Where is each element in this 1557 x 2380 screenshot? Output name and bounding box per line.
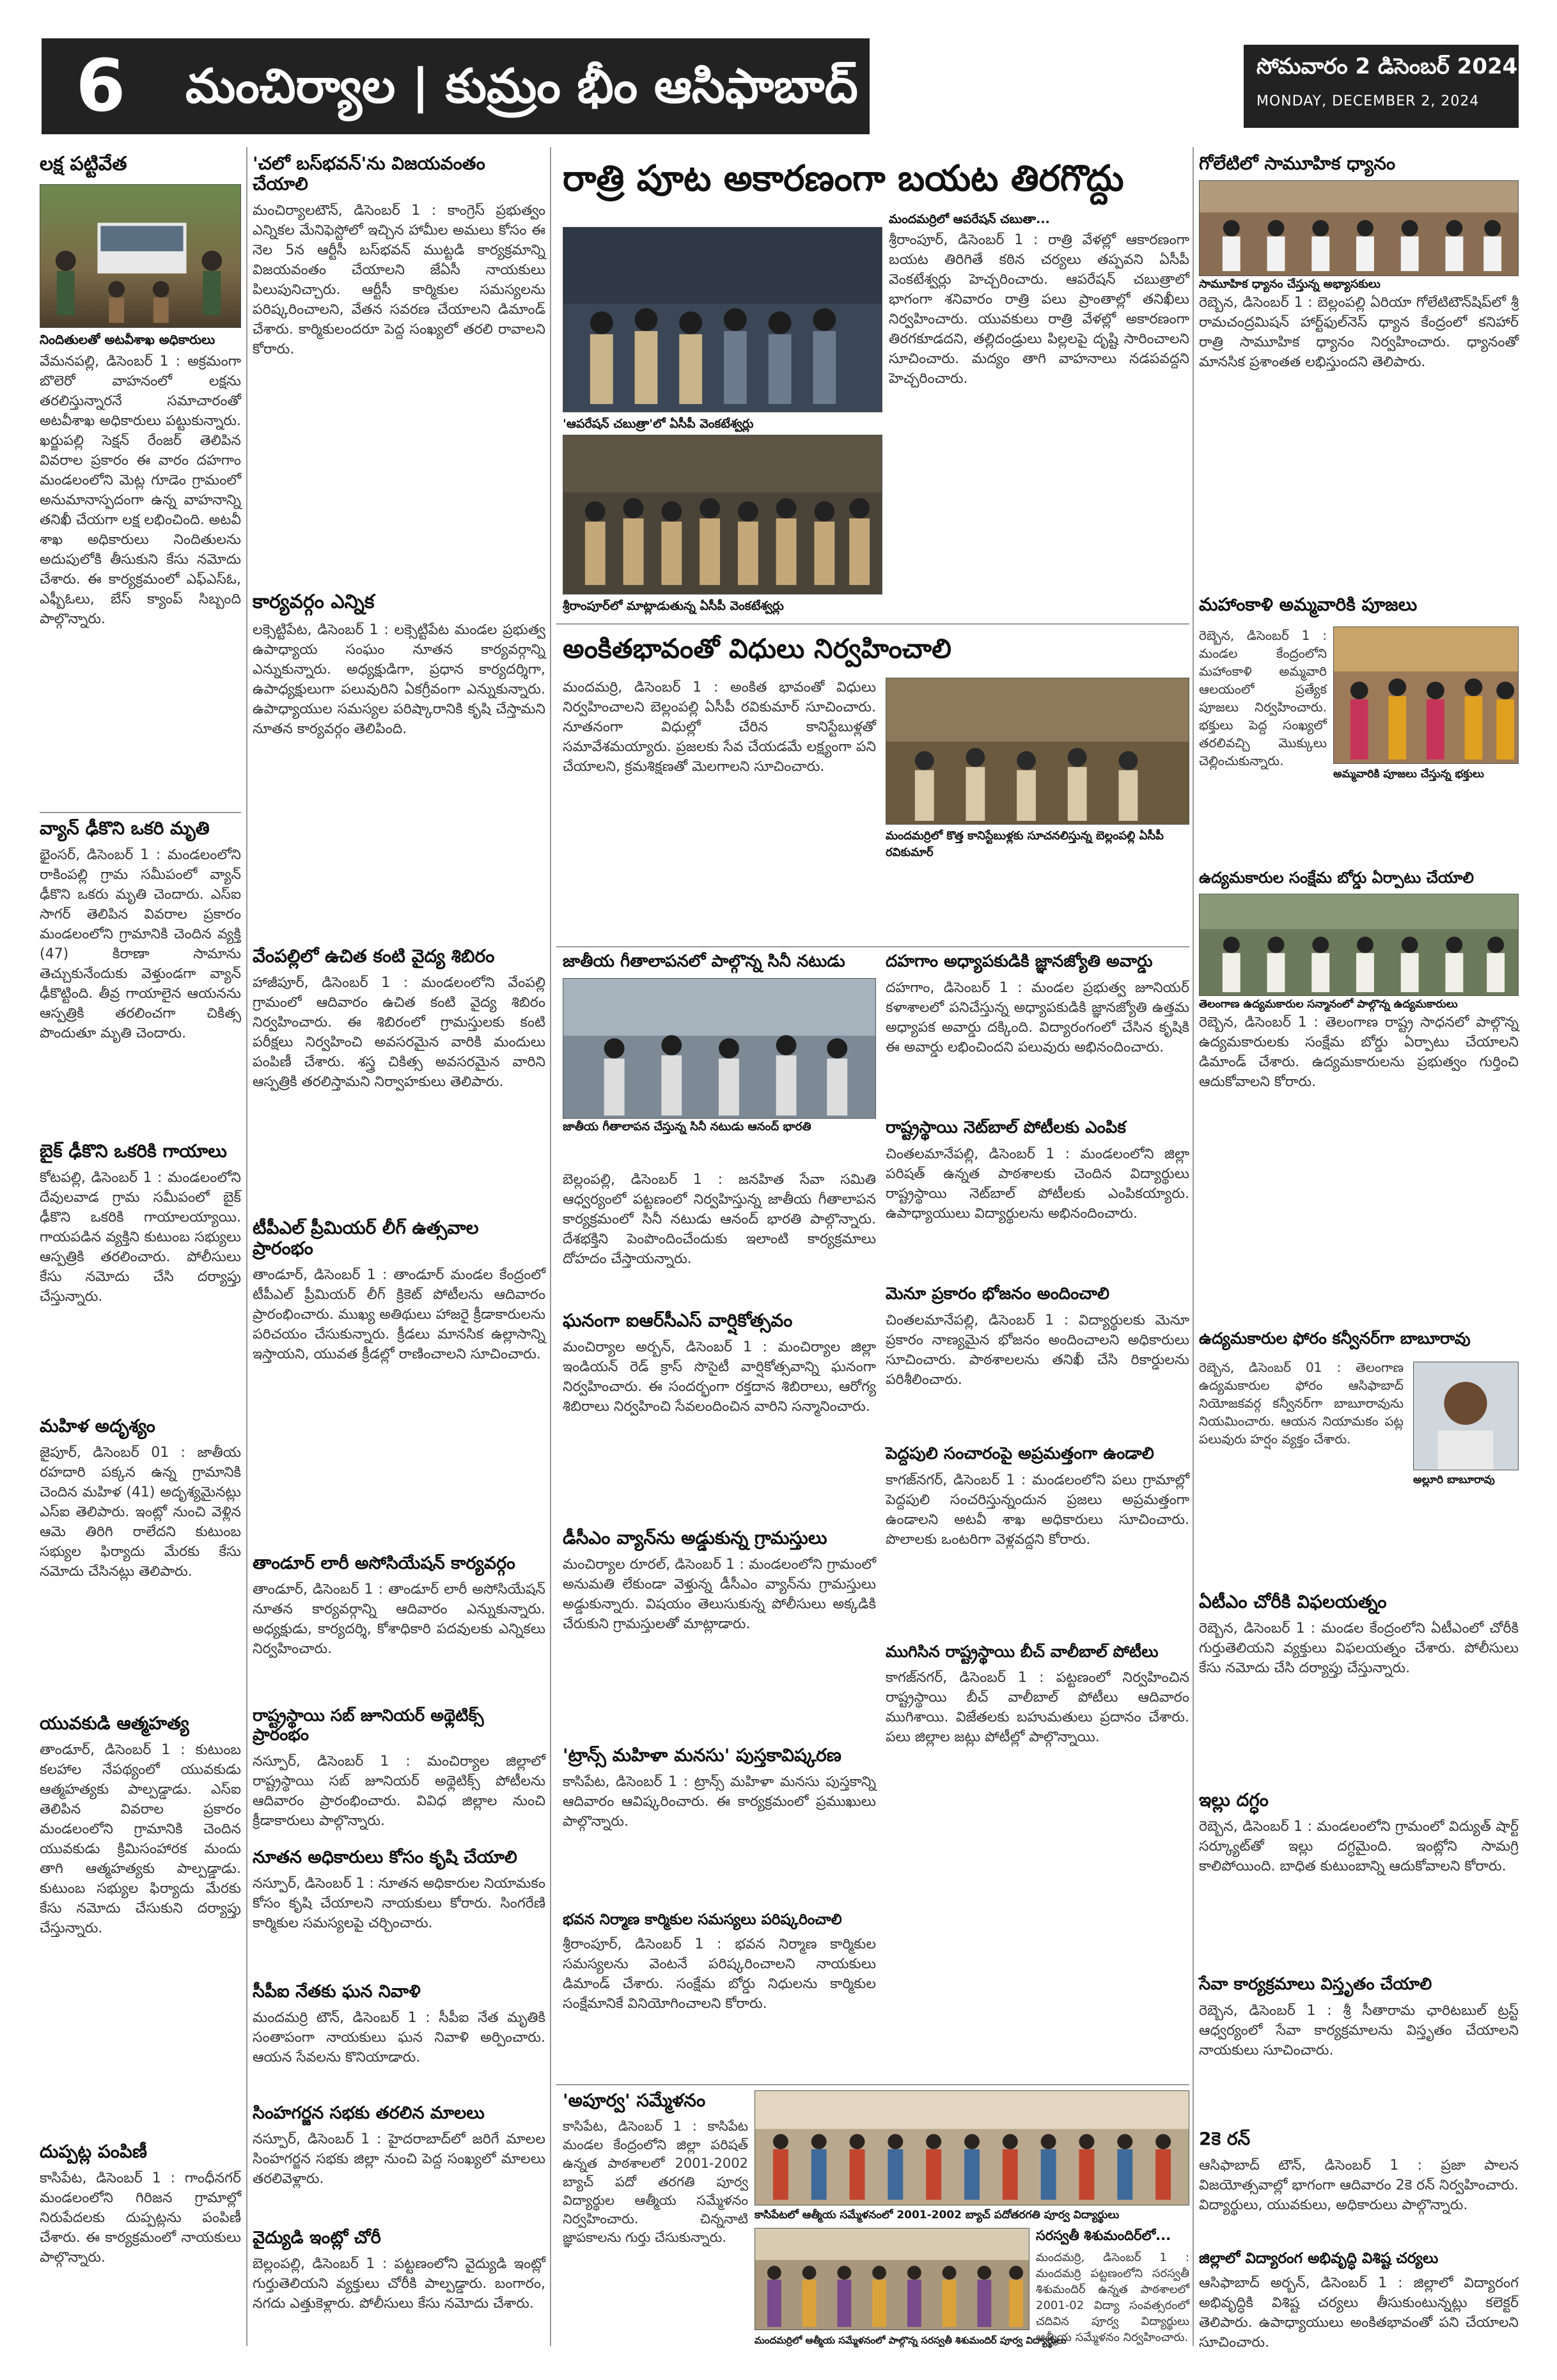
- article-body: ఆసిఫాబాద్ టౌన్, డిసెంబర్ 1 : ప్రజా పాలన విజయోత్సవాల్లో భాగంగా ఆదివారం 2కె రన్ నిర్వహించారు. విద్యార్థులు, యువకులు, అధికారులు పాల్గొన్నారు.: [1199, 2158, 1519, 2214]
- photo-devotees: [1333, 626, 1519, 764]
- article-body: కాసిపేట, డిసెంబర్ 1 : కాసిపేట మండల కేంద్రంలోని జిల్లా పరిషత్ ఉన్నత పాఠశాలలో 2001-2002 బ్యాచ్ పదో తరగతి పూర్వ విద్యార్థుల ఆత్మీయ సమ్మేళనం నిర్వహించారు. చిన్ననాటి జ్ఞాపకాలను గుర్తు చేసుకున్నారు.: [563, 2119, 748, 2246]
- article-saraswati-shishumandir: [1036, 2228, 1189, 2349]
- article-menu-meals: [886, 1285, 1189, 1438]
- headline: జాతీయ గీతాలాపనలో పాల్గొన్న సినీ నటుడు: [563, 952, 845, 971]
- article-eye-camp: [253, 946, 545, 1208]
- article-body: జైపూర్, డిసెంబర్ 01 : జాతీయ రహదారి పక్కన ఉన్న గ్రామానికి చెందిన మహిళ (41) అదృశ్యమైనట్లు ఎస్ఐ తెలిపారు. ఇంట్లో నుంచి వెళ్లిన ఆమె తిరిగి రాలేదని కుటుంబ సభ్యుల ఫిర్యాదు మేరకు కేసు నమోదు చేసినట్లు తెలిపారు.: [40, 1445, 241, 1580]
- article-mahankali-puja: [1199, 595, 1519, 863]
- photo-caption: కాసిపేటలో ఆత్మీయ సమ్మేళనంలో 2001-2002 బ్యాచ్ పదోతరగతి పూర్వ విద్యార్థులు: [755, 2209, 1120, 2221]
- article-construction-workers: [563, 1911, 876, 2078]
- headline: టీపీఎల్ ప్రీమియర్ లీగ్ ఉత్సవాల ప్రారంభం: [253, 1217, 479, 1259]
- photo-caption: సామూహిక ధ్యానం చేస్తున్న అభ్యాసకులు: [1199, 277, 1381, 292]
- column-3: [556, 153, 1189, 2353]
- headline: ఏటీఎం చోరీకి విఫలయత్నం: [1199, 1591, 1387, 1612]
- divider: [556, 946, 1189, 947]
- article-netball: [886, 1119, 1189, 1279]
- article-van-accident: [40, 818, 241, 1132]
- article-body: కాగజ్‌నగర్, డిసెంబర్ 1 : పట్టణంలో నిర్వహించిన రాష్ట్రస్థాయి బీచ్ వాలీబాల్ పోటీలు ఆదివారం ముగిశాయి. విజేతలకు బహుమతులు ప్రదానం చేశారు. పలు జిల్లాల జట్లు పోటీల్లో పాల్గొన్నాయి.: [886, 1669, 1189, 1745]
- headline: జిల్లాలో విద్యారంగ అభివృద్ధి విశిష్ట చర్యలు: [1199, 2250, 1439, 2267]
- headline: 'ట్రాన్స్ మహిళా మనసు' పుస్తకావిష్కరణ: [563, 1745, 841, 1766]
- article-body: లక్సెట్టిపేట, డిసెంబర్ 1 : లక్సెట్టిపేట మండల ప్రభుత్వ ఉపాధ్యాయ సంఘం నూతన కార్యవర్గాన్ని ఎన్నుకున్నారు. అధ్యక్షుడిగా, ప్రధాన కార్యదర్శిగా, ఉపాధ్యక్షులుగా పలువురిని ఏకగ్రీవంగా ఎన్నుకున్నారు. ఉపాధ్యాయుల సమస్యల పరిష్కారానికి కృషి చేస్తామని నూతన కార్యవర్గం తెలిపింది.: [253, 621, 545, 737]
- article-body: రెబ్బెన, డిసెంబర్ 01 : తెలంగాణ ఉద్యమకారుల ఫోరం ఆసిఫాబాద్ నియోజకవర్గ కన్వీనర్‌గా బాబూరావును నియమించారు. ఆయన నియామకం పట్ల పలువురు హర్షం వ్యక్తం చేశారు.: [1199, 1360, 1404, 1447]
- article-jnanajyothi-award: [886, 953, 1189, 1112]
- photo-constables: [886, 678, 1189, 825]
- article-body: శ్రీరాంపూర్, డిసెంబర్ 1 : భవన నిర్మాణ కార్మికుల సమస్యలను వెంటనే పరిష్కరించాలని నాయకులు డిమాండ్ చేశారు. సంక్షేమ బోర్డు నిధులను కార్మికుల సంక్షేమానికే వినియోగించాలని కోరారు.: [563, 1936, 876, 2012]
- district-title: మంచిర్యాల | కుమ్రం భీం ఆసిఫాబాద్: [160, 38, 870, 134]
- photo-acp-speaking: [563, 435, 882, 595]
- article-youth-suicide: [40, 1713, 241, 2135]
- headline: పెద్దపులి సంచారంపై అప్రమత్తంగా ఉండాలి: [886, 1444, 1154, 1463]
- article-body: దహగాం, డిసెంబర్ 1 : మండల ప్రభుత్వ జూనియర్ కళాశాలలో పనిచేస్తున్న అధ్యాపకుడికి జ్ఞానజ్యోతి ఉత్తమ అధ్యాపక అవార్డు దక్కింది. విద్యారంగంలో చేసిన కృషికి ఈ అవార్డు లభించిందని పలువురు అభినందించారు.: [886, 979, 1189, 1055]
- article-body: చింతలమానేపల్లి, డిసెంబర్ 1 : మండలంలోని జిల్లా పరిషత్ ఉన్నత పాఠశాలకు చెందిన విద్యార్థులు రాష్ట్రస్థాయి నెట్‌బాల్ పోటీలకు ఎంపికయ్యారు. ఉపాధ్యాయులు విద్యార్థులను అభినందించారు.: [886, 1146, 1189, 1222]
- column-divider: [246, 147, 247, 2346]
- article-book-release: [563, 1745, 876, 1905]
- headline: 'అపూర్వ' సమ్మేళనం: [563, 2090, 706, 2111]
- article-new-officers: [253, 1847, 545, 1975]
- photo-forest-officials: [40, 184, 241, 328]
- column-divider: [1193, 147, 1194, 2346]
- article-body: మందమర్రి టౌన్, డిసెంబర్ 1 : సీపీఐ నేత మృతికి సంతాపంగా నాయకులు ఘన నివాళి అర్పించారు. ఆయన సేవలను కొనియాడారు.: [253, 2010, 545, 2066]
- article-body: రెబ్బెన, డిసెంబర్ 1 : శ్రీ సీతారామ ఛారిటబుల్ ట్రస్ట్ ఆధ్వర్యంలో సేవా కార్యక్రమాలను విస్తృతం చేయాలని నాయకులు సూచించారు.: [1199, 2002, 1519, 2058]
- headline: ఘనంగా ఐఆర్‌సీఎస్ వార్షికోత్సవం: [563, 1310, 793, 1331]
- article-body: వేమనపల్లి, డిసెంబర్ 1 : అక్రమంగా బొలెరో వాహనంలో లక్షను తరలిస్తున్నారనే సమాచారంతో అటవీశాఖ అధికారులు పట్టుకున్నారు. ఖర్జుపల్లి సెక్షన్ రేంజర్ తెలిపిన వివరాల ప్రకారం ఈ వారం దహగాం మండలంలోని మెట్ల గూడెం గ్రామంలో అనుమానాస్పదంగా ఉన్న వాహనాన్ని తనిఖీ చేయగా లక్ష లభించింది. అటవీ శాఖ అధికారులు నిందితులను అదుపులోకి తీసుకుని కేసు నమోదు చేశారు. ఈ కార్యక్రమంలో ఎఫ్ఎస్ఓ, ఎఫ్బీఓలు, బేస్ క్యాంప్ సిబ్బంది పాల్గొన్నారు.: [40, 354, 241, 627]
- article-body: మంచిర్యాల రూరల్, డిసెంబర్ 1 : మండలంలోని గ్రామంలో అనుమతి లేకుండా వెళ్తున్న డీసీఎం వ్యాన్‌ను గ్రామస్తులు అడ్డుకున్నారు. విషయం తెలుసుకున్న పోలీసులు అక్కడికి చేరుకుని గ్రామస్తులతో మాట్లాడారు.: [563, 1557, 876, 1633]
- article-meditation: [1199, 153, 1519, 588]
- photo-alumni-mandamarri: [755, 2228, 1029, 2330]
- article-body: మందమర్రి, డిసెంబర్ 1 : మందమర్రి పట్టణంలోని సరస్వతీ శిశుమందిర్ ఉన్నత పాఠశాలలో 2001-02 విద్యా సంవత్సరంలో చదివిన పూర్వ విద్యార్థులు ఆత్మీయ సమ్మేళనం నిర్వహించారు.: [1036, 2251, 1189, 2345]
- article-athletics: [253, 1707, 545, 1841]
- photo-caption: తెలంగాణ ఉద్యమకారుల సన్మానంలో పాల్గొన్న ఉద్యమకారులు: [1199, 997, 1458, 1011]
- headline: తాండూర్ లారీ అసోసియేషన్ కార్యవర్గం: [253, 1553, 515, 1573]
- headline: మెనూ ప్రకారం భోజనం అందించాలి: [886, 1284, 1110, 1303]
- lead-headline: రాత్రి పూట అకారణంగా బయట తిరగొద్దు: [563, 158, 1124, 199]
- article-tiger-alert: [886, 1445, 1189, 1637]
- article-baburao-convener: [1199, 1330, 1519, 1585]
- divider: [40, 812, 241, 813]
- article-national-anthem: [563, 953, 876, 1163]
- page-header: [42, 38, 1519, 134]
- article-body: చింతలమానేపల్లి, డిసెంబర్ 1 : విద్యార్థులకు మెనూ ప్రకారం నాణ్యమైన భోజనం అందించాలని అధికారులు సూచించారు. పాఠశాలలను తనిఖీ చేసి రికార్డులను పరిశీలించారు.: [886, 1312, 1189, 1388]
- article-woman-missing: [40, 1416, 241, 1704]
- headline: వేంపల్లిలో ఉచిత కంటి వైద్య శిబిరం: [253, 945, 495, 967]
- article-committee-election: [253, 591, 545, 937]
- article-ircs: [563, 1311, 876, 1521]
- headline: భవన నిర్మాణ కార్మికుల సమస్యలు పరిష్కరించాలి: [563, 1911, 842, 1928]
- article-education-development: [1199, 2250, 1519, 2353]
- article-body: బెల్లంపల్లి, డిసెంబర్ 1 : జనహిత సేవా సమితి ఆధ్వర్యంలో పట్టణంలో నిర్వహిస్తున్న జాతీయ గీతాలాపన కార్యక్రమంలో సినీ నటుడు ఆనంద్ భారతి పాల్గొన్నారు. దేశభక్తిని పెంపొందించేందుకు ఇలాంటి కార్యక్రమాలు దోహదం చేస్తాయన్నారు.: [563, 1172, 876, 1267]
- photo-operation-chabutra: [563, 227, 882, 412]
- date-box: [1244, 45, 1519, 128]
- photo-caption: మందమర్రిలో ఆత్మీయ సమ్మేళనంలో పాల్గొన్న సరస్వతీ శిశుమందిర్ పూర్వ విద్యార్థులు: [755, 2335, 1067, 2346]
- photo-caption-1: 'ఆపరేషన్ చబుత్రా'లో ఏసీపీ వెంకటేశ్వర్లు: [563, 417, 754, 431]
- article-tpl-league: [253, 1218, 545, 1544]
- headline: గోలేటిలో సామూహిక ధ్యానం: [1199, 153, 1396, 174]
- article-simhagarjana: [253, 2103, 545, 2221]
- headline: బైక్ ఢీకొని ఒకరికి గాయాలు: [40, 1140, 227, 1162]
- headline: సరస్వతీ శిశుమందిర్‌లో...: [1036, 2228, 1171, 2243]
- headline: రాష్ట్రస్థాయి నెట్‌బాల్ పోటీలకు ఎంపిక: [886, 1118, 1126, 1137]
- article-cpi-tribute: [253, 1982, 545, 2097]
- date-english: MONDAY, DECEMBER 2, 2024: [1256, 93, 1480, 109]
- divider: [556, 2084, 1189, 2085]
- headline: రాష్ట్రస్థాయి సబ్ జూనియర్ అథ్లెటిక్స్ ప్రారంభం: [253, 1706, 484, 1745]
- article-beach-volleyball: [886, 1643, 1189, 2078]
- photo-caption-2: శ్రీరాంపూర్‌లో మాట్లాడుతున్న ఏసీపీ వెంకటేశ్వర్లు: [563, 599, 784, 613]
- headline: మహిళ అదృశ్యం: [40, 1415, 155, 1436]
- article-body: రెబ్బెన, డిసెంబర్ 1 : బెల్లంపల్లి ఏరియా గోలేటిటౌన్‌షిప్‌లో శ్రీ రామచంద్రమిషన్ హార్ట్‌ఫుల్‌నెస్ ధ్యాన కేంద్రంలో కనిహార్ రాత్రి సామూహిక ధ్యానం నిర్వహించారు. ధ్యానంతో మానసిక ప్రశాంతత లభిస్తుందని తెలిపారు.: [1199, 295, 1519, 371]
- headline: 2కె రన్: [1199, 2128, 1251, 2149]
- article-service-programs: [1199, 1975, 1519, 2122]
- date-telugu: సోమవారం 2 డిసెంబర్ 2024: [1256, 54, 1518, 79]
- headline: దహగాం అధ్యాపకుడికి జ్ఞానజ్యోతి అవార్డు: [886, 952, 1153, 971]
- article-body: రెబ్బెన, డిసెంబర్ 1 : మండల కేంద్రంలోని మహాంకాళి అమ్మవారి ఆలయంలో ప్రత్యేక పూజలు నిర్వహించారు. భక్తులు పెద్ద సంఖ్యలో తరలివచ్చి మొక్కులు చెల్లించుకున్నారు.: [1199, 628, 1327, 768]
- article-dcm-van: [563, 1528, 876, 1739]
- photo-caption: మందమర్రిలో కొత్త కానిస్టేబుళ్లకు సూచనలిస్తున్న బెల్లంపల్లి ఏసీపీ రవికుమార్: [886, 829, 1164, 859]
- article-body: కాసిపేట, డిసెంబర్ 1 : ట్రాన్స్ మహిళా మనసు పుస్తకాన్ని ఆదివారం ఆవిష్కరించారు. ఈ కార్యక్రమంలో ప్రముఖులు పాల్గొన్నారు.: [563, 1774, 876, 1830]
- article-body: కాగజ్‌నగర్, డిసెంబర్ 1 : మండలంలోని పలు గ్రామాల్లో పెద్దపులి సంచరిస్తున్నందున ప్రజలు అప్రమత్తంగా ఉండాలని అటవీ శాఖ అధికారులు సూచించారు. పొలాలకు ఒంటరిగా వెళ్లవద్దని కోరారు.: [886, 1472, 1189, 1548]
- article-body: కోటపల్లి, డిసెంబర్ 1 : మండలంలోని దేవులవాడ గ్రామ సమీపంలో బైక్ ఢీకొని ఒకరికి గాయాలయ్యాయి. గాయపడిన వ్యక్తిని కుటుంబ సభ్యులు ఆస్పత్రికి తరలించారు. పోలీసులు కేసు నమోదు చేసి దర్యాప్తు చేస్తున్నారు.: [40, 1170, 241, 1305]
- article-body: తాండూర్, డిసెంబర్ 1 : తాండూర్ మండల కేంద్రంలో టీపీఎల్ ప్రీమియర్ లీగ్ క్రికెట్ పోటీలను ఆదివారం ప్రారంభించారు. ముఖ్య అతిథులు హాజరై క్రీడాకారులను పరిచయం చేసుకున్నారు. క్రీడలు మానసిక ఉల్లాసాన్ని ఇస్తాయని, యువత క్రీడల్లో రాణించాలని సూచించారు.: [253, 1267, 545, 1363]
- headline: 'చలో బస్‌భవన్‌'ను విజయవంతం చేయాలి: [253, 153, 485, 195]
- article-chalo-busbhavan: [253, 153, 545, 582]
- article-2k-run: [1199, 2129, 1519, 2244]
- photo-meditation: [1199, 180, 1519, 276]
- article-activists-welfare-board: [1199, 869, 1519, 1323]
- article-body: నస్పూర్, డిసెంబర్ 1 : నూతన అధికారుల నియామకం కోసం కృషి చేయాలని నాయకులు కోరారు. సింగరేణి కార్మికుల సమస్యలపై చర్చించారు.: [253, 1876, 545, 1932]
- article-apurva-sammelanam: [563, 2090, 748, 2346]
- headline: మహాంకాళి అమ్మవారికి పూజలు: [1199, 594, 1418, 615]
- article-body: తాండూర్, డిసెంబర్ 1 : కుటుంబ కలహాల నేపథ్యంలో యువకుడు ఆత్మహత్యకు పాల్పడ్డాడు. ఎస్ఐ తెలిపిన వివరాల ప్రకారం మండలంలోని గ్రామానికి చెందిన యువకుడు క్రిమిసంహారక మందు తాగి ఆత్మహత్యకు పాల్పడ్డాడు. కుటుంబ సభ్యుల ఫిర్యాదు మేరకు కేసు నమోదు చేసుకుని దర్యాప్తు చేస్తున్నారు.: [40, 1742, 241, 1937]
- article-body: నస్పూర్, డిసెంబర్ 1 : మంచిర్యాల జిల్లాలో రాష్ట్రస్థాయి సబ్ జూనియర్ అథ్లెటిక్స్ పోటీలను ఆదివారం ప్రారంభించారు. వివిధ జిల్లాల నుంచి క్రీడాకారులు పాల్గొన్నారు.: [253, 1753, 545, 1829]
- photo-caption: అల్లూరి బాబూరావు: [1413, 1474, 1495, 1486]
- page-number: 6: [42, 38, 160, 134]
- column-1: [40, 153, 241, 2353]
- column-2: [253, 153, 545, 2353]
- article-body: రెబ్బెన, డిసెంబర్ 1 : మండల కేంద్రంలోని ఏటీఎంలో చోరీకి గుర్తుతెలియని వ్యక్తులు విఫలయత్నం చేశారు. పోలీసులు కేసు నమోదు చేసి దర్యాప్తు చేస్తున్నారు.: [1199, 1621, 1519, 1677]
- article-body: బెల్లంపల్లి, డిసెంబర్ 1 : పట్టణంలోని వైద్యుడి ఇంట్లో గుర్తుతెలియని వ్యక్తులు చోరీకి పాల్పడ్డారు. బంగారం, నగదు ఎత్తుకెళ్లారు. పోలీసులు కేసు నమోదు చేశారు.: [253, 2256, 545, 2312]
- photo-caption-top: మందమర్రిలో ఆపరేషన్ చబుతా...: [889, 212, 1050, 226]
- article-bike-accident: [40, 1141, 241, 1410]
- article-doctor-theft: [253, 2228, 545, 2353]
- headline: సేవా కార్యక్రమాలు విస్తృతం చేయాలి: [1199, 1975, 1432, 1994]
- photo-caption: జాతీయ గీతాలాపన చేస్తున్న సినీ నటుడు ఆనంద్ భారతి: [563, 1119, 811, 1133]
- headline: ఇల్లు దగ్ధం: [1199, 1789, 1269, 1810]
- article-body: కాసిపేట, డిసెంబర్ 1 : గాంధీనగర్ మండలంలోని గిరిజన గ్రామాల్లో నిరుపేదలకు దుప్పట్లను పంపిణీ చేశారు. ఈ కార్యక్రమంలో నాయకులు పాల్గొన్నారు.: [40, 2170, 241, 2266]
- article-body: నస్పూర్, డిసెంబర్ 1 : హైదరాబాద్‌లో జరిగే మాలల సింహగర్జన సభకు జిల్లా నుంచి పెద్ద సంఖ్యలో మాలలు తరలివెళ్లారు.: [253, 2131, 545, 2188]
- headline: వైద్యుడి ఇంట్లో చోరీ: [253, 2228, 381, 2248]
- headline: కార్యవర్గం ఎన్నిక: [253, 591, 375, 613]
- headline: యువకుడి ఆత్మహత్య: [40, 1713, 189, 1734]
- article-body: మందమర్రి, డిసెంబర్ 1 : అంకిత భావంతో విధులు నిర్వహించాలని బెల్లంపల్లి ఏసీపీ రవికుమార్ సూచించారు. నూతనంగా విధుల్లో చేరిన కానిస్టేబుళ్లతో సమావేశమయ్యారు. ప్రజలకు సేవ చేయడమే లక్ష్యంగా పని చేయాలని, క్రమశిక్షణతో మెలగాలని సూచించారు.: [563, 680, 876, 775]
- headline-dedication: అంకితభావంతో విధులు నిర్వహించాలి: [563, 633, 951, 664]
- article-atm-theft: [1199, 1592, 1519, 1784]
- photo-caption: నిందితులతో అటవీశాఖ అధికారులు: [40, 332, 215, 347]
- divider: [556, 623, 1189, 625]
- headline: నూతన అధికారులు కోసం కృషి చేయాలి: [253, 1847, 517, 1867]
- photo-activists: [1199, 894, 1519, 996]
- article-body: మంచిర్యాల అర్బన్, డిసెంబర్ 1 : మంచిర్యాల జిల్లా ఇండియన్ రెడ్ క్రాస్ సొసైటీ వార్షికోత్సవాన్ని ఘనంగా నిర్వహించారు. ఈ సందర్భంగా రక్తదాన శిబిరాలు, ఆరోగ్య శిబిరాలు నిర్వహించి సేవలందించిన వారిని సన్మానించారు.: [563, 1339, 876, 1415]
- headline: సీపీఐ నేతకు ఘన నివాళి: [253, 1982, 421, 2002]
- headline: లక్ష పట్టివేత: [40, 153, 127, 175]
- article-body: రెబ్బెన, డిసెంబర్ 1 : తెలంగాణ రాష్ట్ర సాధనలో పాల్గొన్న ఉద్యమకారులకు సంక్షేమ బోర్డు ఏర్పాటు చేయాలని డిమాండ్ చేశారు. ఉద్యమకారులను ప్రభుత్వం గుర్తించి ఆదుకోవాలని కోరారు.: [1199, 1014, 1519, 1090]
- column-5: [1199, 153, 1519, 2353]
- article-lakh-seizure: [40, 153, 241, 805]
- article-body: తాండూర్, డిసెంబర్ 1 : తాండూర్ లారీ అసోసియేషన్ నూతన కార్యవర్గాన్ని ఆదివారం ఎన్నుకున్నారు. అధ్యక్షుడు, కార్యదర్శి, కోశాధికారి పదవులకు ఎన్నికలు నిర్వహించారు.: [253, 1582, 545, 1658]
- headline: ముగిసిన రాష్ట్రస్థాయి బీచ్ వాలీబాల్ పోటీలు: [886, 1642, 1159, 1661]
- article-body: హాజీపూర్, డిసెంబర్ 1 : మండలంలోని వేంపల్లి గ్రామంలో ఆదివారం ఉచిత కంటి వైద్య శిబిరం నిర్వహించారు. ఈ శిబిరంలో గ్రామస్తులకు కంటి పరీక్షలు నిర్వహించి అవసరమైన వారికి మందులు పంపిణీ చేశారు. శస్త్ర చికిత్స అవసరమైన వారిని ఆస్పత్రికి తరలిస్తామని నిర్వాహకులు తెలిపారు.: [253, 975, 545, 1091]
- headline: డీసీఎం వ్యాన్‌ను అడ్డుకున్న గ్రామస్తులు: [563, 1527, 827, 1548]
- headline: ఉద్యమకారుల సంక్షేమ బోర్డు ఏర్పాటు చేయాలి: [1199, 869, 1475, 887]
- photo-alumni-kasipet: [755, 2090, 1189, 2205]
- article-body: ఆసిఫాబాద్ అర్బన్, డిసెంబర్ 1 : జిల్లాలో విద్యారంగ అభివృద్ధికి విశిష్ట చర్యలు తీసుకుంటున్నట్లు కలెక్టర్ తెలిపారు. ఉపాధ్యాయులు అంకితభావంతో పని చేయాలని సూచించారు.: [1199, 2275, 1519, 2351]
- column-divider: [550, 147, 551, 2346]
- headline: దుప్పట్ల పంపిణీ: [40, 2141, 148, 2162]
- headline: ఉద్యమకారుల ఫోరం కన్వీనర్‌గా బాబూరావు: [1199, 1329, 1471, 1348]
- article-body: భైంసర్, డిసెంబర్ 1 : మండలంలోని రాకింపల్లి గ్రామ సమీపంలో వ్యాన్ ఢీకొని ఒకరు మృతి చెందారు. ఎస్ఐ సాగర్ తెలిపిన వివరాల ప్రకారం మండలంలోని గ్రామానికి చెందిన వ్యక్తి (47) కిరాణా సామాను తెచ్చుకునేందుకు వెళ్తుండగా వ్యాన్ ఢీకొట్టింది. తీవ్ర గాయాలైన ఆయనను ఆస్పత్రికి తరలించగా చికిత్స పొందుతూ మృతి చెందారు.: [40, 847, 241, 1042]
- photo-anthem: [563, 978, 876, 1119]
- article-house-fire: [1199, 1790, 1519, 1969]
- article-lorry-association: [253, 1553, 545, 1700]
- photo-baburao: [1413, 1362, 1519, 1470]
- article-blanket-distribution: [40, 2142, 241, 2353]
- article-body: మంచిర్యాలటౌన్, డిసెంబర్ 1 : కాంగ్రెస్ ప్రభుత్వం ఎన్నికల మేనిఫెస్టోలో ఇచ్చిన హామీల అమలు కోసం ఈ నెల 5న ఆర్టీసీ బస్‌భవన్ ముట్టడి కార్యక్రమాన్ని విజయవంతం చేయాలని జేఏసీ నాయకులు పిలుపునిచ్చారు. ఆర్టీసీ కార్మికుల సమస్యలను పరిష్కరించాలని, వేతన సవరణ చేయాలని డిమాండ్ చేశారు. కార్మికులందరూ పెద్ద సంఖ్యలో తరలి రావాలని కోరారు.: [253, 203, 545, 358]
- headline: వ్యాన్ ఢీకొని ఒకరి మృతి: [40, 818, 210, 839]
- headline: సింహగర్జన సభకు తరలిన మాలలు: [253, 2103, 485, 2123]
- article-body: రెబ్బెన, డిసెంబర్ 1 : మండలంలోని గ్రామంలో విద్యుత్ షార్ట్ సర్క్యూట్‌తో ఇల్లు దగ్ధమైంది. ఇంట్లోని సామగ్రి కాలిపోయింది. బాధిత కుటుంబాన్ని ఆదుకోవాలని కోరారు.: [1199, 1819, 1519, 1875]
- lead-article-body: శ్రీరాంపూర్, డిసెంబర్ 1 : రాత్రి వేళల్లో ఆకారణంగా బయట తిరిగితే కఠిన చర్యలు తప్పవని ఏసీపీ వెంకటేశ్వర్లు హెచ్చరించారు. ఆపరేషన్ చబుత్రాలో భాగంగా శనివారం రాత్రి పలు ప్రాంతాల్లో తనిఖీలు నిర్వహించారు. యువకులు రాత్రి వేళల్లో అకారణంగా తిరగకూడదని, తల్లిదండ్రులు పిల్లలపై దృష్టి సారించాలని సూచించారు. మద్యం తాగి వాహనాలు నడపవద్దని హెచ్చరించారు.: [889, 232, 1189, 387]
- photo-caption: అమ్మవారికి పూజలు చేస్తున్న భక్తులు: [1333, 768, 1484, 781]
